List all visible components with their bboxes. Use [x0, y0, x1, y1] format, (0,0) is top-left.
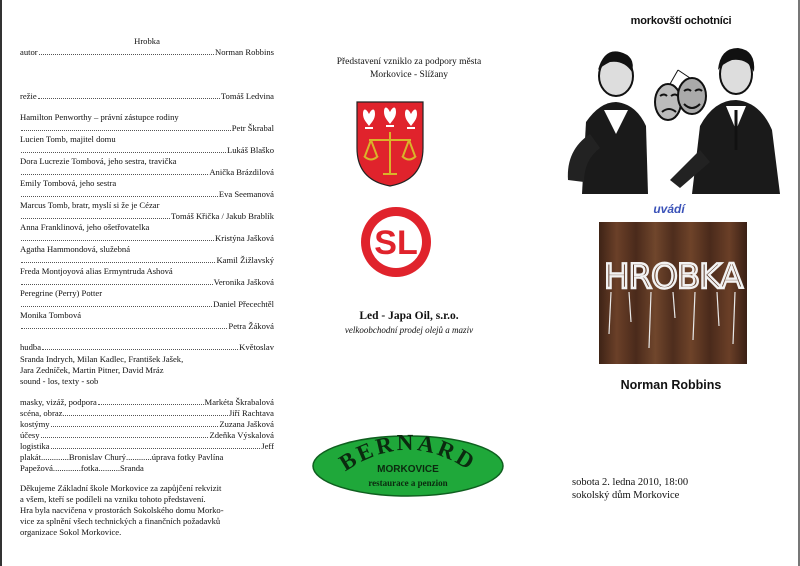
- presents-text: uvádí: [653, 202, 685, 216]
- crew-row: [20, 441, 274, 452]
- crew-name: Zdeňka Výskalová: [209, 430, 274, 440]
- support-line: Představení vzniklo za podpory města: [336, 57, 482, 67]
- cast-actor-row: [20, 233, 274, 244]
- cover-author: Norman Robbins: [620, 378, 722, 392]
- oil-logo-letters: SL: [374, 224, 418, 262]
- cast-actor: Petra Žáková: [228, 321, 274, 331]
- credits-panel: [0, 0, 282, 566]
- cast-role: Hamilton Penworthy – právní zástupce rodiny: [20, 112, 179, 122]
- cast-actor-row: [20, 277, 274, 288]
- crew-row: [20, 430, 274, 441]
- author-role: autor: [20, 47, 38, 57]
- cast-actor: Petr Škrabal: [231, 123, 274, 133]
- music-line: Jara Zedníček, Martin Pitner, David Mráz: [20, 365, 164, 375]
- troupe-name: morkovští ochotníci: [630, 15, 732, 27]
- cast-role: Monika Tombová: [20, 310, 82, 320]
- thanks-line: a všem, kteří se podíleli na vzniku tohoto představení.: [20, 494, 206, 504]
- plakat-line: plakát.............Bronislav Churý............úprava fotky Pavlína: [20, 452, 224, 462]
- bernard-name: BERNARD: [334, 429, 482, 476]
- music-line: Sranda Indrych, Milan Kadlec, František Jašek,: [20, 354, 184, 364]
- performance-venue: sokolský dům Morkovice: [572, 490, 680, 501]
- author-name: Norman Robbins: [215, 47, 274, 57]
- cover-panel: [536, 0, 800, 566]
- cast-role: Agatha Hammondová, služebná: [20, 244, 131, 254]
- cast-actor-row: [20, 321, 274, 332]
- support-line-town: Morkovice - Slížany: [369, 70, 449, 80]
- cast-actor-row: [20, 123, 274, 134]
- thanks-line: organizace Sokol Morkovice.: [20, 527, 122, 537]
- cast-actor: Tomáš Křička / Jakub Brablík: [171, 211, 274, 221]
- cast-role: Emily Tombová, jeho sestra: [20, 178, 117, 188]
- music-line: sound - los, texty - sob: [20, 376, 99, 386]
- fotka-line: Papežová.............fotka..........Sranda: [20, 463, 144, 473]
- sponsors-panel: [282, 0, 536, 566]
- director-name: Tomáš Ledvina: [220, 91, 274, 101]
- cast-actor-row: [20, 167, 274, 178]
- actors-photo: [560, 30, 786, 194]
- cast-role: Anna Franklinová, jeho ošetřovatelka: [20, 222, 150, 232]
- director-row: [20, 91, 274, 102]
- sponsor-name: Led - Japa Oil, s.r.o.: [359, 310, 459, 322]
- cast-actor: Veronika Jašková: [213, 277, 274, 287]
- music-row: [20, 342, 274, 353]
- cast-role: Dora Lucrezie Tombová, jeho sestra, travička: [20, 156, 177, 166]
- cast-actor: Kamil Žižlavský: [216, 255, 274, 265]
- crew-row: [20, 408, 274, 419]
- town-coat-of-arms-icon: [355, 100, 425, 188]
- cast-role: Peregrine (Perry) Potter: [20, 288, 103, 298]
- cast-actor-row: [20, 145, 274, 156]
- music-role: hudba: [20, 342, 42, 352]
- thanks-line: vice za splnění všech technických a finančních požadavků: [20, 516, 221, 526]
- cast-role: Marcus Tomb, bratr, myslí si že je Cézar: [20, 200, 160, 210]
- crew-name: Zuzana Jašková: [219, 419, 274, 429]
- cast-actor: Lukáš Blaško: [226, 145, 274, 155]
- sponsor-tagline: velkoobchodní prodej olejů a maziv: [344, 325, 474, 335]
- crew-name: Markéta Škrabalová: [204, 397, 274, 407]
- performance-date: sobota 2. ledna 2010, 18:00: [572, 477, 689, 488]
- cast-role: Freda Montjoyová alias Ermyntruda Ashová: [20, 266, 173, 276]
- bernard-town: MORKOVICE: [377, 464, 439, 475]
- thanks-line: Hra byla nacvičena v prostorách Sokolského domu Morko-: [20, 505, 224, 515]
- cast-actor: Eva Seemanová: [218, 189, 274, 199]
- crew-role: logistika: [20, 441, 50, 451]
- crew-role: účesy: [20, 430, 40, 440]
- play-logo-text: HROBKA: [603, 257, 743, 297]
- crew-name: Jeff: [261, 441, 274, 451]
- crew-role: kostýmy: [20, 419, 50, 429]
- cast-actor: Anička Brázdilová: [209, 167, 274, 177]
- bernard-subtitle: restaurace a penzion: [368, 478, 448, 488]
- director-role: režie: [20, 91, 37, 101]
- play-logo-image: [599, 222, 747, 364]
- play-title: Hrobka: [134, 36, 160, 46]
- crew-row: [20, 397, 274, 408]
- crew-role: scéna, obraz: [20, 408, 63, 418]
- cast-actor: Daniel Přecechtěl: [213, 299, 274, 309]
- cast-role: Lucien Tomb, majitel domu: [20, 134, 116, 144]
- author-row: [20, 47, 274, 58]
- crew-role: masky, vizáž, podpora: [20, 397, 97, 407]
- cast-actor-row: [20, 189, 274, 200]
- thanks-line: Děkujeme Základní škole Morkovice za zapůjčení rekvizit: [20, 483, 222, 493]
- cast-actor-row: [20, 211, 274, 222]
- oil-company-logo-icon: [359, 205, 433, 279]
- crew-row: [20, 419, 274, 430]
- bernard-restaurant-logo: [310, 428, 506, 498]
- crew-name: Jiří Rachtava: [228, 408, 274, 418]
- cast-actor: Kristýna Jašková: [215, 233, 274, 243]
- music-lead: Květoslav: [239, 342, 274, 352]
- cast-actor-row: [20, 255, 274, 266]
- presents-label: [634, 202, 704, 216]
- cast-actor-row: [20, 299, 274, 310]
